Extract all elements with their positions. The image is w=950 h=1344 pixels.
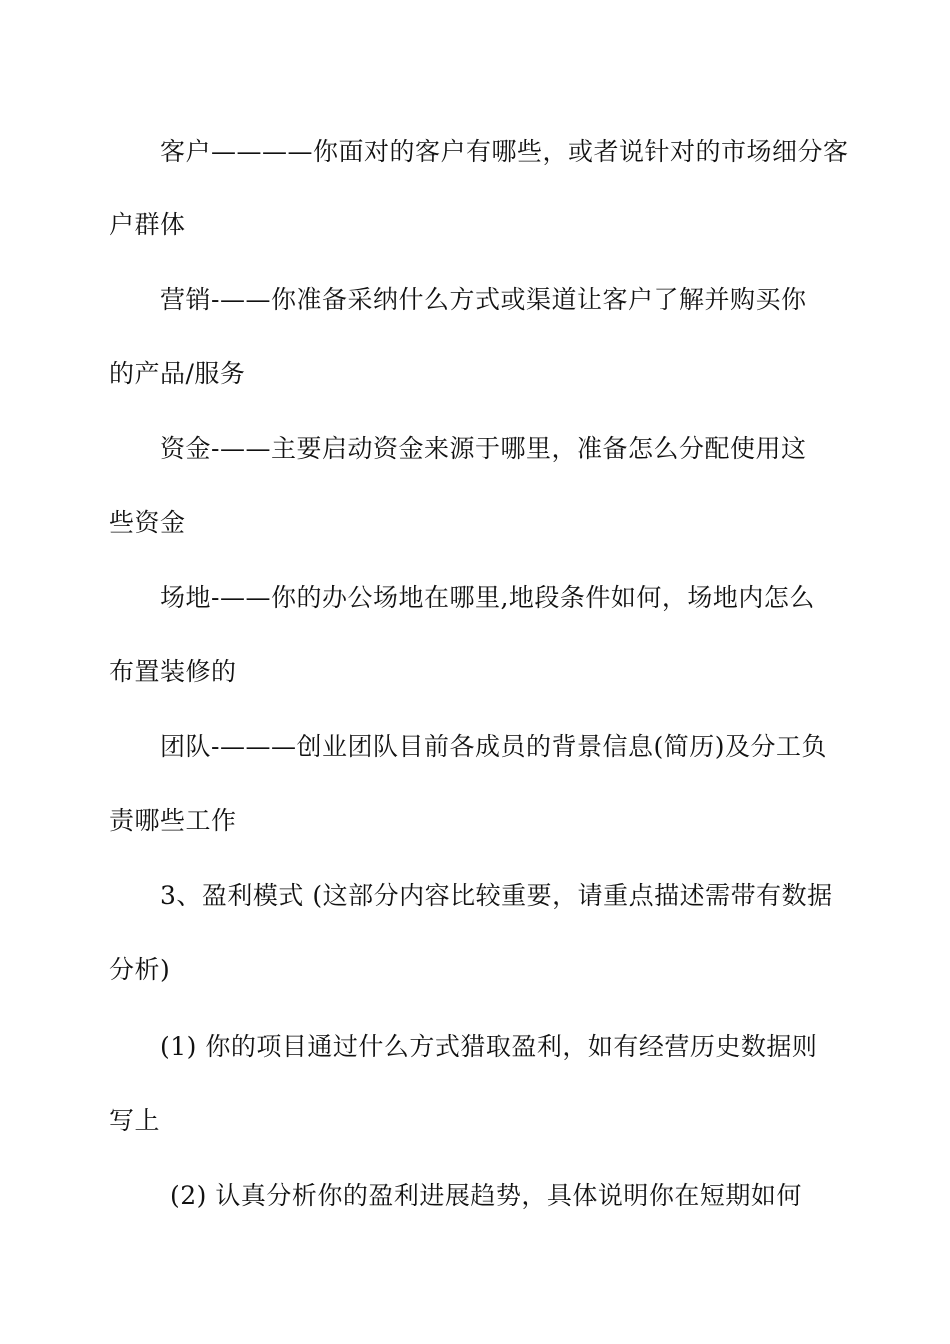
paragraph-marketing-line-1: 营销-——你准备采纳什么方式或渠道让客户了解并购买你 <box>160 285 807 314</box>
paragraph-customer-line-1: 客户————你面对的客户有哪些，或者说针对的市场细分客 <box>160 137 849 166</box>
list-item-1-line-2: 写上 <box>109 1106 161 1135</box>
paragraph-funding-line-2: 些资金 <box>109 508 186 537</box>
paragraph-venue-line-1: 场地-——你的办公场地在哪里,地段条件如何，场地内怎么 <box>160 583 815 612</box>
section-heading-profit-model-line-2: 分析) <box>109 955 171 984</box>
paragraph-funding-line-1: 资金-——主要启动资金来源于哪里，准备怎么分配使用这 <box>160 434 807 463</box>
list-item-2-line-1: (2) 认真分析你的盈利进展趋势，具体说明你在短期如何 <box>170 1181 802 1210</box>
paragraph-marketing-line-2: 的产品/服务 <box>109 359 246 388</box>
paragraph-customer-line-2: 户群体 <box>109 210 186 239</box>
list-item-1-line-1: (1) 你的项目通过什么方式猎取盈利，如有经营历史数据则 <box>160 1032 818 1061</box>
section-heading-profit-model-line-1: 3、盈利模式 (这部分内容比较重要，请重点描述需带有数据 <box>160 881 833 910</box>
paragraph-venue-line-2: 布置装修的 <box>109 657 237 686</box>
paragraph-team-line-2: 责哪些工作 <box>109 806 237 835</box>
paragraph-team-line-1: 团队-———创业团队目前各成员的背景信息(简历)及分工负 <box>160 732 827 761</box>
